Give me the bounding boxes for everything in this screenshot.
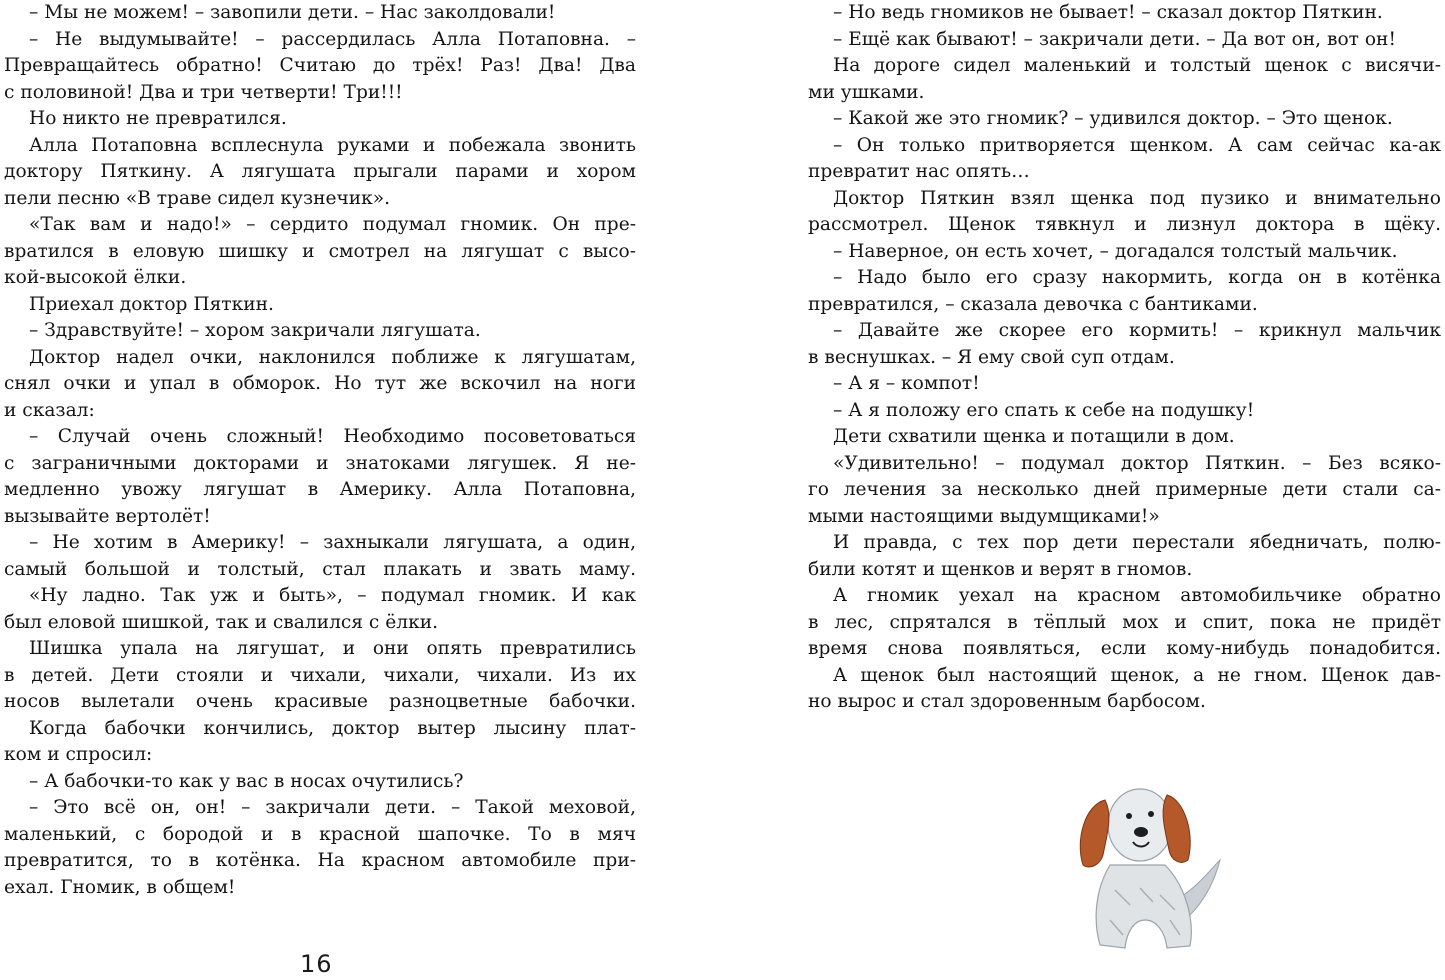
left-page-text-line: «Ну ладно. Так уж и быть», – подумал гномик. И как [29,585,636,606]
right-page-text-line: – А я – компот! [833,373,980,394]
left-page-text-line: – Не выдумывайте! – рассердилась Алла Потаповна. – [29,28,636,50]
right-page-text-line: ми ушками. [808,81,925,103]
puppy-illustration [1055,770,1235,950]
left-page-text-line: с заграничными докторами и знатоками лягушек. Я не- [4,452,636,474]
right-page-text-line: – А я положу его спать к себе на подушку! [833,399,1255,421]
left-page-text-line: Приехал доктор Пяткин. [29,293,274,315]
left-page-text-line: был еловой шишкой, так и свалился с ёлки. [4,611,438,633]
left-page-text-line: доктору Пяткину. А лягушата прыгали парами и хором [4,161,636,182]
right-page-text-line: в лес, спрятался в тёплый мох и спит, пока не придёт [808,611,1441,633]
left-page-text [4,0,636,901]
left-page-text-line: кой-высокой ёлки. [4,267,187,288]
right-page-text-line: Дети схватили щенка и потащили в дом. [833,426,1235,447]
right-page-text-line: в веснушках. – Я ему свой суп отдам. [808,346,1175,368]
right-page-text-line: А гномик уехал на красном автомобильчике обратно [833,585,1441,606]
right-page-text-line: «Удивительно! – подумал доктор Пяткин. – Без всяко- [833,452,1441,474]
left-page-text-line: – А бабочки-то как у вас в носах очутились? [29,770,464,792]
right-page-text-line: рассмотрел. Щенок тявкнул и лизнул доктора в щёку. [808,214,1441,235]
left-page-text-line: – Не хотим в Америку! – захныкали лягушата, а один, [29,532,636,553]
right-page-text-line: – Давайте же скорее его кормить! – крикнул мальчик [833,320,1441,341]
left-page-text-line: – Мы не можем! – завопили дети. – Нас заколдовали! [29,2,556,23]
left-page-text-line: маленький, с бородой и в красной шапочке. То в мяч [4,823,636,845]
left-page-text-line: «Так вам и надо!» – сердито подумал гномик. Он пре- [29,214,636,235]
right-page-text-line: го лечения за несколько дней примерные дети стали са- [808,479,1441,500]
page-number: 16 [300,950,333,978]
left-page-text-line: с половиной! Два и три четверти! Три!!! [4,81,403,103]
right-page-text-line: И правда, с тех пор дети перестали ябедничать, полю- [833,532,1441,553]
left-page-text-line: – Здравствуйте! – хором закричали лягушата. [29,320,481,341]
right-page-text-line: мыми настоящими выдумщиками!» [808,505,1160,527]
right-page-text-line: – Он только притворяется щенком. А сам сейчас ка-ак [833,134,1441,156]
right-page-text-line: На дороге сидел маленький и толстый щенок с висячи- [833,55,1441,76]
right-page-text-line: – Какой же это гномик? – удивился доктор. – Это щенок. [833,108,1393,129]
right-page-text [808,0,1441,716]
left-page-text-line: пели песню «В траве сидел кузнечик». [4,187,391,209]
left-page-text-line: самый большой и толстый, стал плакать и звать маму. [4,558,636,580]
right-page-text-line: превратился, – сказала девочка с бантиками. [808,293,1258,315]
right-page-text-line: время снова появляться, если кому-нибудь понадобится. [808,638,1441,659]
left-page-text-line: ком и спросил: [4,744,153,765]
left-page-text-line: Превращайтесь обратно! Считаю до трёх! Раз! Два! Два [4,55,636,76]
ear-right-shape [1163,795,1190,862]
left-page-text-line: вратился в еловую шишку и смотрел на лягушат с высо- [4,240,636,262]
right-page-text-line: А щенок был настоящий щенок, а не гном. Щенок дав- [833,664,1441,686]
left-page-text-line: превратится, то в котёнка. На красном автомобиле при- [4,850,636,871]
left-page-text-line: носов вылетали очень красивые разноцветные бабочки. [4,691,636,712]
left-page-text-line: Когда бабочки кончились, доктор вытер лысину плат- [29,717,636,739]
left-page-text-line: и сказал: [4,399,95,421]
left-page-text-line: – Это всё он, он! – закричали дети. – Такой меховой, [29,797,636,818]
right-page-text-line: Доктор Пяткин взял щенка под пузико и внимательно [833,187,1441,209]
left-page-text-line: – Случай очень сложный! Необходимо посоветоваться [29,426,636,447]
left-page-text-line: Но никто не превратился. [29,108,287,129]
right-page-text-line: – Но ведь гномиков не бывает! – сказал доктор Пяткин. [833,2,1383,23]
left-page-text-line: ехал. Гномик, в общем! [4,876,236,898]
ear-left-shape [1080,800,1109,867]
right-page-text-line: – Надо было его сразу накормить, когда он в котёнка [833,267,1441,288]
right-page-text-line: – Наверное, он есть хочет, – догадался толстый мальчик. [833,240,1398,262]
right-page-text-line: превратит нас опять… [808,161,1030,182]
left-page-text-line: в детей. Дети стояли и чихали, чихали, чихали. Из их [4,664,636,686]
right-page-text-line: били котят и щенков и верят в гномов. [808,558,1193,580]
left-page-text-line: снял очки и упал в обморок. Но тут же вскочил на ноги [4,373,636,394]
left-page-text-line: Алла Потаповна всплеснула руками и побежала звонить [29,134,636,156]
left-page-text-line: вызывайте вертолёт! [4,505,211,527]
left-page-text-line: Доктор надел очки, наклонился поближе к лягушатам, [29,346,636,368]
right-page-text-line: – Ещё как бывают! – закричали дети. – Да вот он, вот он! [833,28,1396,50]
right-page-text-line: но вырос и стал здоровенным барбосом. [808,691,1206,712]
left-page-text-line: Шишка упала на лягушат, и они опять превратились [29,638,636,659]
left-page-text-line: медленно увожу лягушат в Америку. Алла Потаповна, [4,479,636,500]
